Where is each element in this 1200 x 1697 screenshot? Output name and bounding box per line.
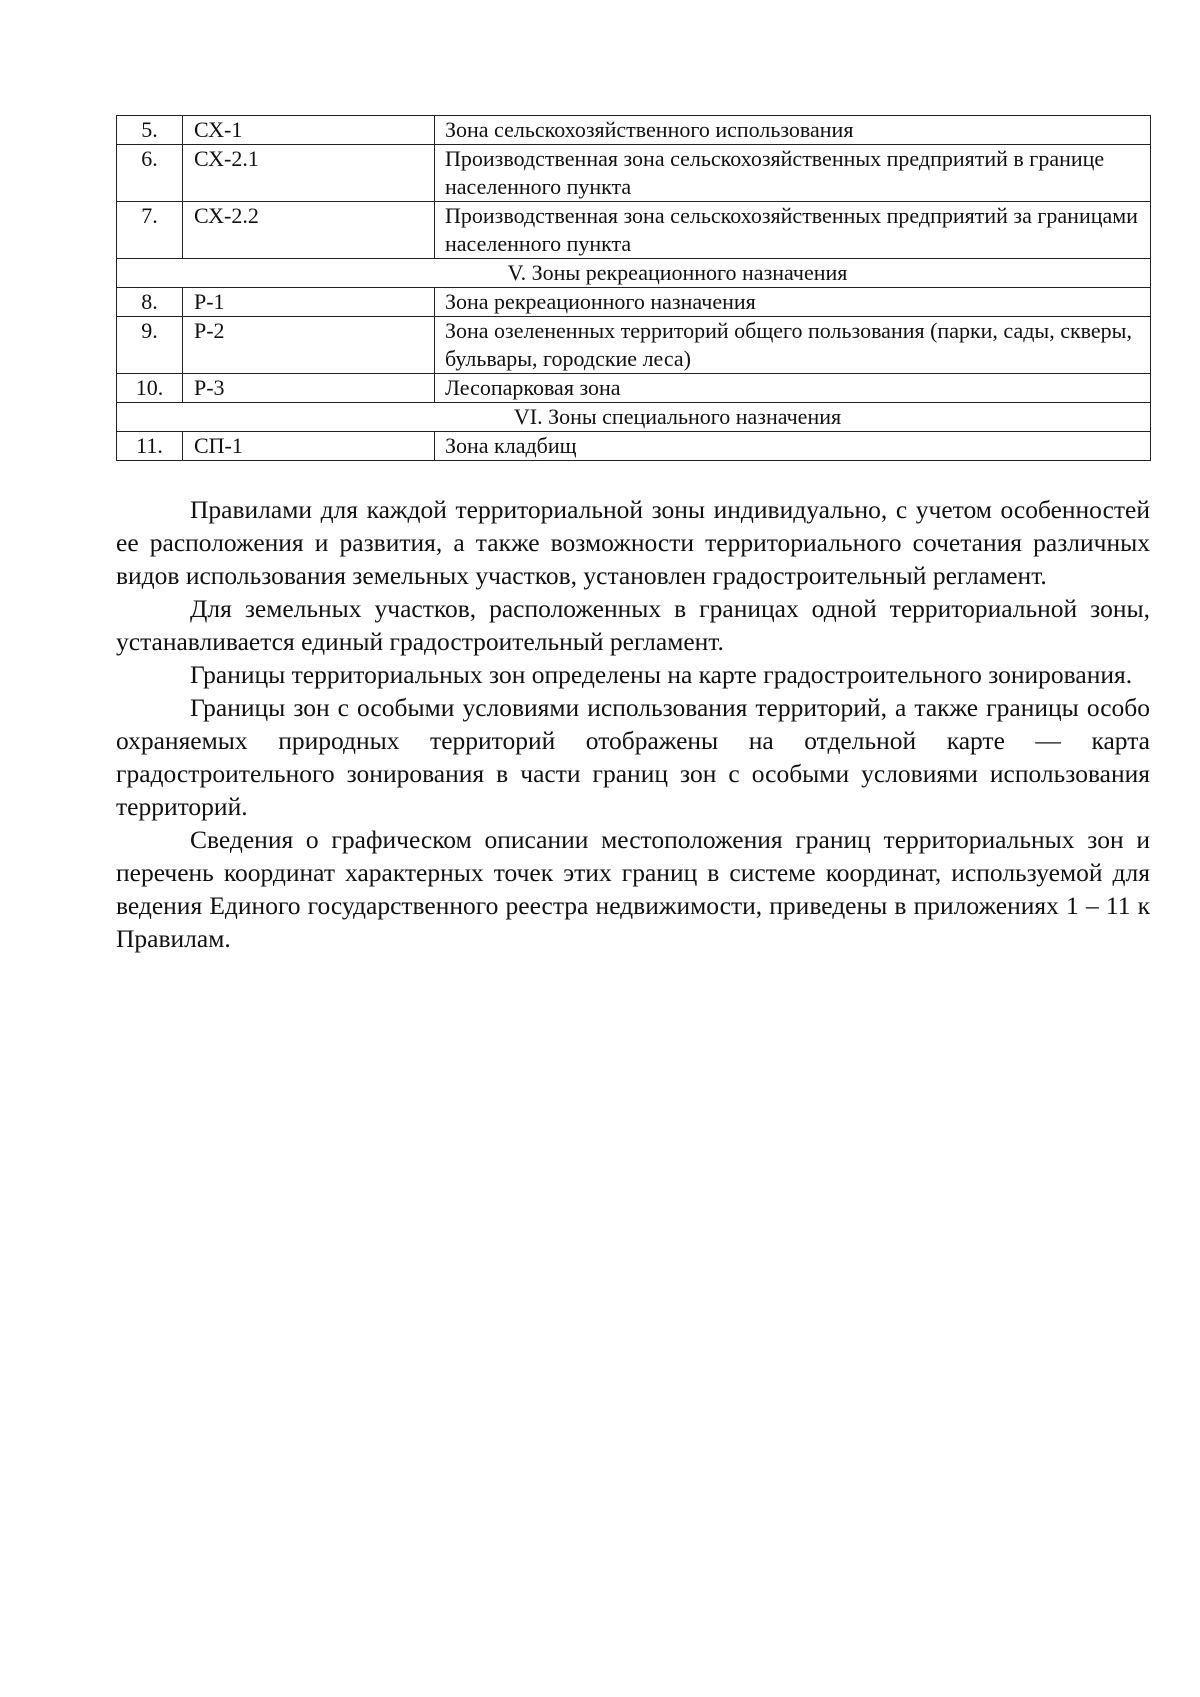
section-title: VI. Зоны специального назначения xyxy=(513,404,842,429)
paragraph: Для земельных участков, расположенных в границах одной территориальной зоны, устанавливается единый градостроительный регламент. xyxy=(116,594,1150,656)
row-number: 5. xyxy=(117,116,183,145)
zone-code: СХ-2.2 xyxy=(183,202,435,259)
table-section-row xyxy=(117,403,1151,432)
paragraph: Границы территориальных зон определены на карте градостроительного зонирования. xyxy=(190,660,1133,689)
table-row xyxy=(117,432,1151,461)
table-row xyxy=(117,317,1151,374)
section-title: V. Зоны рекреационного назначения xyxy=(507,260,848,285)
section-title-cell xyxy=(117,259,1151,288)
row-number: 10. xyxy=(117,374,183,403)
table-row xyxy=(117,116,1151,145)
table-row xyxy=(117,202,1151,259)
table-row xyxy=(117,145,1151,202)
zone-name: Зона озелененных территорий общего пользования (парки, сады, скверы, бульвары, городские леса) xyxy=(435,317,1151,374)
zones-table xyxy=(116,115,1151,461)
section-title-cell xyxy=(117,403,1151,432)
paragraph: Правилами для каждой территориальной зоны индивидуально, с учетом особенностей ее расположения и развития, а также возможности территориального сочетания различных видов использования земельных участков, установлен градостроительный регламент. xyxy=(116,495,1150,590)
row-number: 8. xyxy=(117,288,183,317)
table-section-row xyxy=(117,259,1151,288)
paragraph: Границы зон с особыми условиями использования территорий, а также границы особо охраняемых природных территорий отображены на отдельной карте — карта градостроительного зонирования в части границ зон с особыми условиями использования территорий. xyxy=(116,693,1150,821)
row-number: 7. xyxy=(117,202,183,259)
table-row xyxy=(117,374,1151,403)
table-row xyxy=(117,288,1151,317)
zone-name: Зона кладбищ xyxy=(435,432,1151,461)
row-number: 11. xyxy=(117,432,183,461)
zone-name: Зона сельскохозяйственного использования xyxy=(435,116,1151,145)
zone-code: СХ-2.1 xyxy=(183,145,435,202)
zone-code: Р-2 xyxy=(183,317,435,374)
zones-table-body xyxy=(117,116,1151,461)
zone-name: Производственная зона сельскохозяйственных предприятий в границе населенного пункта xyxy=(435,145,1151,202)
zone-name: Производственная зона сельскохозяйственных предприятий за границами населенного пункта xyxy=(435,202,1151,259)
zone-code: Р-3 xyxy=(183,374,435,403)
body-text xyxy=(116,493,1150,955)
zone-code: СХ-1 xyxy=(183,116,435,145)
zone-name: Зона рекреационного назначения xyxy=(435,288,1151,317)
zone-code: СП-1 xyxy=(183,432,435,461)
zone-name: Лесопарковая зона xyxy=(435,374,1151,403)
zone-code: Р-1 xyxy=(183,288,435,317)
row-number: 9. xyxy=(117,317,183,374)
row-number: 6. xyxy=(117,145,183,202)
paragraph: Сведения о графическом описании местоположения границ территориальных зон и перечень координат характерных точек этих границ в системе координат, используемой для ведения Единого государственного реестра недвижимости, приведены в приложениях 1 – 11 к Правилам. xyxy=(116,825,1150,953)
